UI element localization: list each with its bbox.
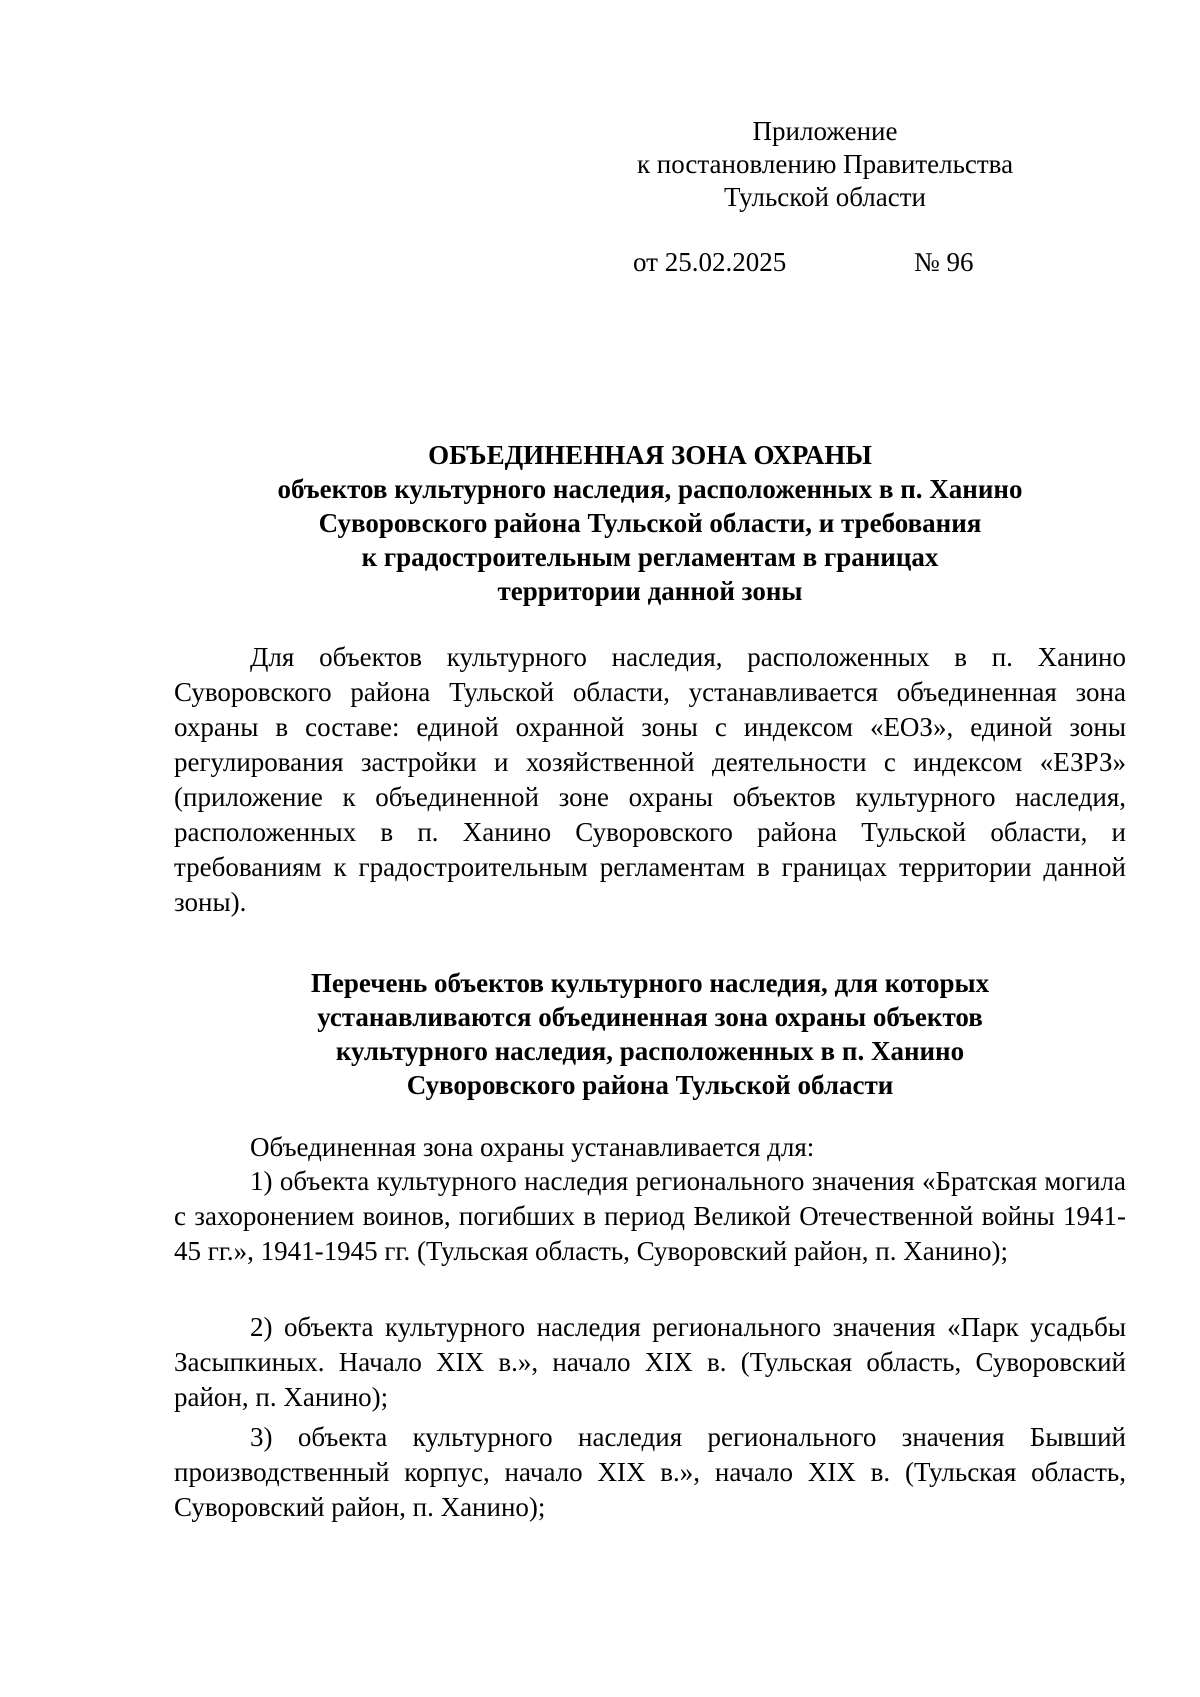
list-title-line-1: Перечень объектов культурного наследия, для которых [310, 968, 990, 998]
list-title-line-2: устанавливаются объединенная зона охраны объектов [317, 1002, 983, 1032]
list-item: 2) объекта культурного наследия регионального значения «Парк усадьбы Засыпкиных. Начало XIX в.», начало XIX в. (Тульская область, Суворовский район, п. Ханино); [174, 1312, 1126, 1412]
title-line-4: к градостроительным регламентам в границах [361, 542, 939, 572]
resolution-date: от 25.02.2025 [633, 247, 787, 277]
title-line-1: ОБЪЕДИНЕННАЯ ЗОНА ОХРАНЫ [428, 440, 872, 470]
appendix-header [600, 115, 1050, 214]
list-lead-text: Объединенная зона охраны устанавливается для: [250, 1132, 815, 1162]
document-title [174, 438, 1126, 608]
title-line-2: объектов культурного наследия, расположенных в п. Ханино [277, 474, 1023, 504]
list-title-line-4: Суворовского района Тульской области [406, 1070, 894, 1100]
title-line-3: Суворовского района Тульской области, и требования [318, 508, 982, 538]
list-item: 3) объекта культурного наследия регионального значения Бывший производственный корпус, начало XIX в.», начало XIX в. (Тульская область, Суворовский район, п. Ханино); [174, 1422, 1126, 1522]
list-section-title [174, 966, 1126, 1102]
title-line-5: территории данной зоны [497, 576, 803, 606]
appendix-region-line: Тульской области [724, 182, 926, 212]
resolution-number: № 96 [914, 247, 974, 277]
appendix-resolution-line: к постановлению Правительства [636, 149, 1014, 179]
appendix-label: Приложение [752, 116, 898, 146]
list-item: 1) объекта культурного наследия регионального значения «Братская могила с захоронением воинов, погибших в период Великой Отечественной войны 1941-45 гг.», 1941-1945 гг. (Тульская область, Суворовский район, п. Ханино); [174, 1166, 1126, 1266]
list-title-line-3: культурного наследия, расположенных в п. Ханино [335, 1036, 965, 1066]
intro-paragraph: Для объектов культурного наследия, расположенных в п. Ханино Суворовского района Тульской области, устанавливается объединенная зона охраны в составе: единой охранной зоны с индексом «ЕОЗ», единой зоны регулирования застройки и хозяйственной деятельности с индексом «ЕЗРЗ» (приложение к объединенной зоне охраны объектов культурного наследия, расположенных в п. Ханино Суворовского района Тульской области, и требованиям к градостроительным регламентам в границах территории данной зоны). [174, 642, 1126, 917]
